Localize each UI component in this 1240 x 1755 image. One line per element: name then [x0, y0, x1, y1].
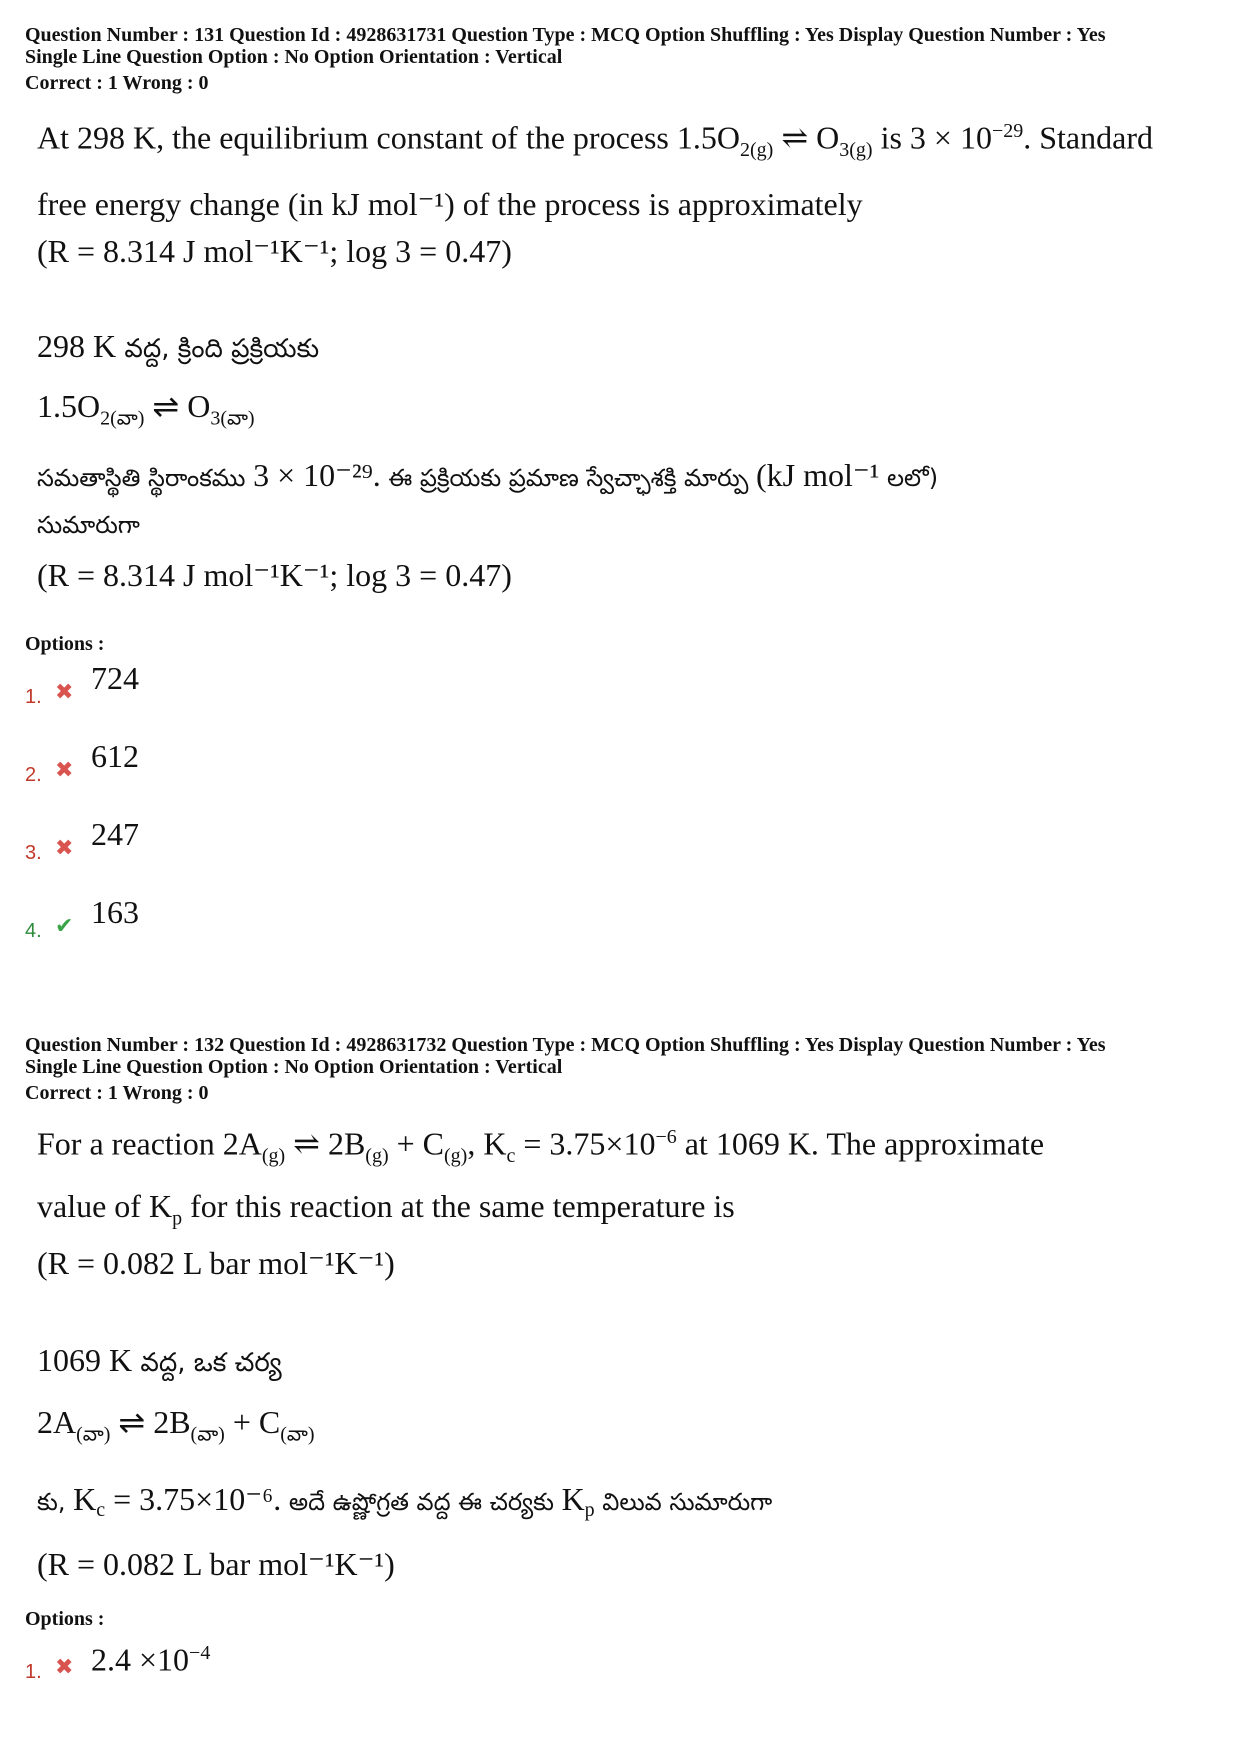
subscript: (వా) — [280, 1423, 315, 1446]
question-line — [37, 448, 1215, 505]
text-span: For a reaction 2A — [37, 1125, 262, 1162]
subscript: c — [506, 1145, 516, 1168]
text-span: 3 × 10⁻²⁹. — [253, 457, 381, 494]
option-text: 163 — [91, 894, 139, 931]
subscript: p — [584, 1498, 595, 1521]
option-number: 1. — [25, 1660, 42, 1683]
text-span: వద్ద, క్రింది ప్రక్రియకు — [116, 334, 320, 365]
question-meta-line3: Correct : 1 Wrong : 0 — [25, 1082, 209, 1104]
question-meta-line2: Single Line Question Option : No Option Orientation : Vertical — [25, 46, 563, 68]
text-span: K — [73, 1480, 97, 1517]
subscript: c — [96, 1498, 106, 1521]
text-span: 1069 K — [37, 1342, 133, 1379]
subscript: p — [172, 1207, 183, 1230]
option-text — [91, 1631, 210, 1682]
text-span: 2.4 ×10 — [91, 1641, 190, 1678]
question-line — [37, 376, 1215, 448]
equation-span: ⇌ 2B — [110, 1404, 191, 1441]
question-text-english — [37, 1112, 1215, 1283]
text-span: ఈ ప్రక్రియకు ప్రమాణ స్వేచ్ఛాశక్తి మార్పు — [380, 464, 756, 493]
text-span: is 3 × 10 — [872, 119, 992, 156]
cross-icon: ✖ — [55, 758, 74, 784]
option-number: 1. — [25, 686, 42, 709]
cross-icon: ✖ — [55, 680, 74, 706]
text-span: అదే ఉష్ణోగ్రత వద్ద ఈ చర్యకు — [281, 1487, 562, 1516]
options-label: Options : — [25, 633, 105, 656]
question-line: (R = 0.082 L bar mol⁻¹K⁻¹) — [37, 1545, 395, 1582]
question-text-english — [37, 104, 1215, 271]
question-text-telugu — [37, 1333, 1215, 1585]
question-line — [37, 1333, 1215, 1390]
superscript: −6 — [655, 1126, 677, 1148]
option-number: 3. — [25, 842, 42, 865]
text-span: ⇌ 2B — [285, 1125, 366, 1162]
text-span: 298 K — [37, 328, 117, 365]
question-meta-line1: Question Number : 132 Question Id : 4928631732 Question Type : MCQ Option Shuffling : Yes Display Question Number : Yes — [25, 1034, 1106, 1056]
question-line — [37, 1467, 1215, 1542]
question-line — [37, 1181, 1215, 1243]
equation-span: + C — [224, 1404, 281, 1441]
question-line — [37, 104, 1215, 177]
question-line: (R = 8.314 J mol⁻¹K⁻¹; log 3 = 0.47) — [37, 233, 512, 270]
question-132 — [25, 1034, 1215, 1709]
text-span: = 3.75×10 — [515, 1125, 656, 1162]
question-line: (R = 8.314 J mol⁻¹K⁻¹; log 3 = 0.47) — [37, 557, 512, 594]
equation-span: 1.5O — [37, 388, 101, 425]
superscript: −29 — [991, 120, 1024, 142]
question-meta-line2: Single Line Question Option : No Option Orientation : Vertical — [25, 1056, 563, 1078]
question-line — [37, 319, 1215, 376]
option-text: 724 — [91, 660, 139, 697]
text-span: At 298 K, the equilibrium constant of the process — [37, 119, 677, 156]
text-span: వద్ద, ఒక చర్య — [132, 1348, 282, 1379]
option-text: 247 — [91, 816, 139, 853]
text-span: for this reaction at the same temperature is — [182, 1188, 735, 1225]
cross-icon: ✖ — [55, 1654, 74, 1680]
cross-icon: ✖ — [55, 836, 74, 862]
subscript: 2(g) — [739, 139, 774, 162]
option-1[interactable] — [25, 1631, 1215, 1709]
question-line: సుమారుగా — [37, 511, 140, 540]
subscript: (వా) — [190, 1423, 225, 1446]
option-number: 4. — [25, 920, 42, 943]
option-2[interactable] — [25, 734, 1215, 812]
text-span: (kJ mol⁻¹ — [756, 457, 880, 494]
option-text: 612 — [91, 738, 139, 775]
question-line: free energy change (in kJ mol⁻¹) of the process is approximately — [37, 186, 863, 223]
subscript: 3(g) — [839, 139, 873, 162]
subscript: (g) — [444, 1145, 468, 1168]
question-131 — [25, 24, 1215, 968]
option-4[interactable] — [25, 890, 1215, 968]
text-span: లలో) — [879, 464, 939, 493]
subscript: (వా) — [76, 1423, 111, 1446]
text-span: కు, — [37, 1487, 74, 1516]
text-span: K — [561, 1480, 585, 1517]
text-span: = 3.75×10⁻⁶. — [105, 1480, 282, 1517]
subscript: (g) — [261, 1145, 286, 1168]
option-1[interactable] — [25, 656, 1215, 734]
options-label: Options : — [25, 1607, 105, 1630]
subscript: 2(వా) — [100, 407, 145, 430]
question-line — [37, 1390, 1215, 1466]
text-span: . Standard — [1023, 119, 1153, 156]
equation-span: ⇌ O — [773, 119, 840, 156]
question-line — [37, 1112, 1215, 1181]
option-number: 2. — [25, 764, 42, 787]
superscript: −4 — [189, 1641, 211, 1664]
option-3[interactable] — [25, 812, 1215, 890]
text-span: సమతాస్థితి స్థిరాంకము — [37, 464, 254, 493]
equation-span: ⇌ O — [144, 388, 211, 425]
subscript: 3(వా) — [210, 407, 255, 430]
check-icon: ✔ — [55, 914, 74, 940]
subscript: (g) — [365, 1145, 389, 1168]
equation-span: 2A — [37, 1404, 77, 1441]
question-text-telugu — [37, 319, 1215, 605]
text-span: at 1069 K. The approximate — [676, 1125, 1045, 1162]
text-span: , K — [467, 1125, 507, 1162]
question-meta-line1: Question Number : 131 Question Id : 4928631731 Question Type : MCQ Option Shuffling : Yes Display Question Number : Yes — [25, 24, 1106, 46]
text-span: + C — [388, 1125, 445, 1162]
text-span: value of K — [37, 1188, 173, 1225]
text-span: విలువ సుమారుగా — [594, 1487, 773, 1516]
equation-span: 1.5O — [676, 119, 740, 156]
question-meta-line3: Correct : 1 Wrong : 0 — [25, 72, 209, 94]
question-line: (R = 0.082 L bar mol⁻¹K⁻¹) — [37, 1245, 395, 1282]
